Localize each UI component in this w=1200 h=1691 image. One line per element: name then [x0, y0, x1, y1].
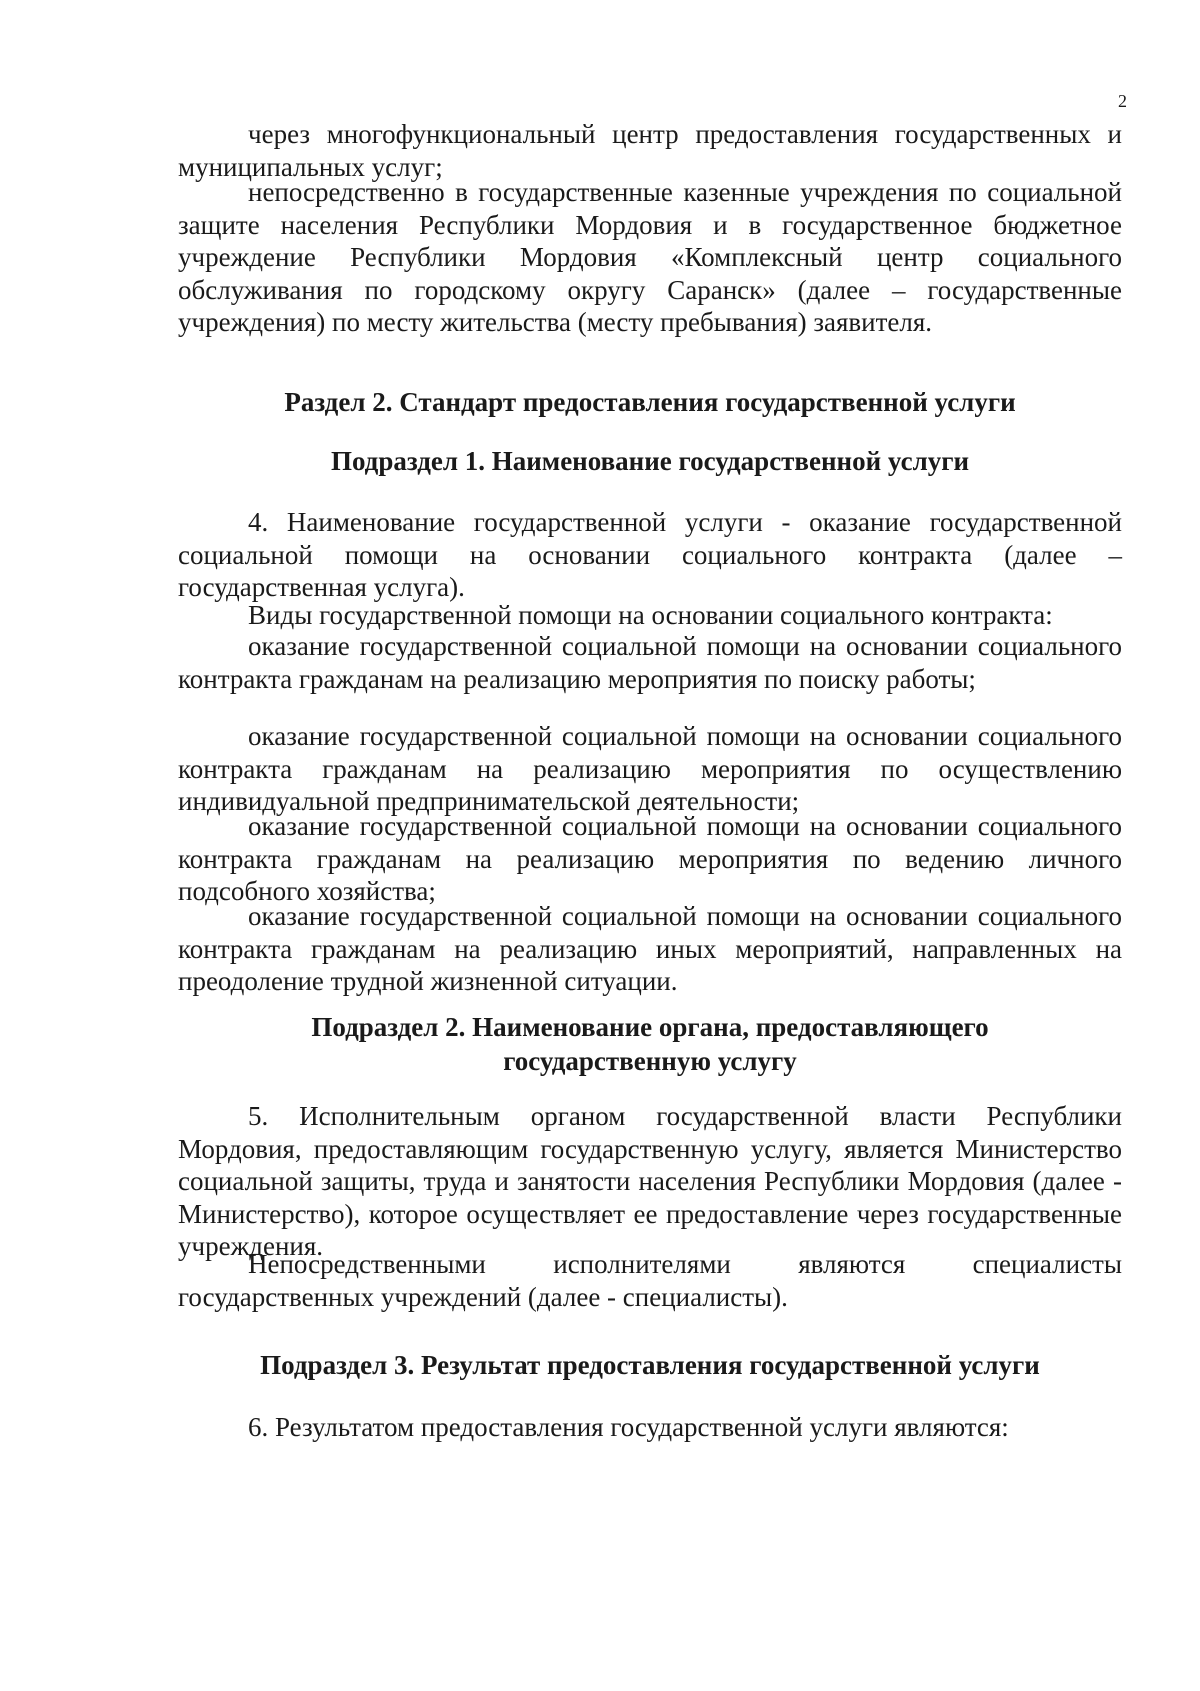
paragraph-aid-entrepreneurship: оказание государственной социальной помощи на основании социального контракта гражданам на реализацию мероприятия по осуществлению индивидуальной предпринимательской деятельности; — [178, 721, 1122, 817]
paragraph-aid-household: оказание государственной социальной помощи на основании социального контракта гражданам на реализацию мероприятия по ведению личного подсобного хозяйства; — [178, 811, 1122, 907]
subsection-2-heading — [178, 1010, 1122, 1078]
paragraph-mfc: через многофункциональный центр предоставления государственных и муниципальных услуг; — [178, 119, 1122, 182]
section-2-heading: Раздел 2. Стандарт предоставления государственной услуги — [284, 387, 1016, 417]
paragraph-5-authority: 5. Исполнительным органом государственной власти Республики Мордовия, предоставляющим государственную услугу, является Министерство социальной защиты, труда и занятости населения Республики Мордовия (далее - Министерство), которое осуществляет ее предоставление через государственные учреждения. — [178, 1101, 1122, 1262]
subsection-2-heading-line1: Подраздел 2. Наименование органа, предоставляющего — [311, 1012, 989, 1042]
paragraph-institutions: непосредственно в государственные казенные учреждения по социальной защите населения Республики Мордовия и в государственное бюджетное учреждение Республики Мордовия «Комплексный центр социального обслуживания по городскому округу Саранск» (далее – государственные учреждения) по месту жительства (месту пребывания) заявителя. — [178, 177, 1122, 338]
subsection-3-heading: Подраздел 3. Результат предоставления государственной услуги — [260, 1350, 1040, 1380]
paragraph-aid-other: оказание государственной социальной помощи на основании социального контракта гражданам на реализацию иных мероприятий, направленных на преодоление трудной жизненной ситуации. — [178, 901, 1122, 997]
paragraph-executors: Непосредственными исполнителями являются специалисты государственных учреждений (далее - специалисты). — [178, 1249, 1122, 1312]
paragraph-4-service-name: 4. Наименование государственной услуги - оказание государственной социальной помощи на основании социального контракта (далее – государственная услуга). — [178, 507, 1122, 603]
subsection-1-heading: Подраздел 1. Наименование государственной услуги — [330, 446, 970, 476]
page-number: 2 — [1118, 91, 1127, 111]
paragraph-types-of-aid: Виды государственной помощи на основании социального контракта: — [248, 600, 1053, 630]
paragraph-aid-job-search: оказание государственной социальной помощи на основании социального контракта гражданам на реализацию мероприятия по поиску работы; — [178, 631, 1122, 694]
subsection-2-heading-line2: государственную услугу — [503, 1046, 797, 1076]
paragraph-6-result: 6. Результатом предоставления государственной услуги являются: — [248, 1412, 1009, 1442]
